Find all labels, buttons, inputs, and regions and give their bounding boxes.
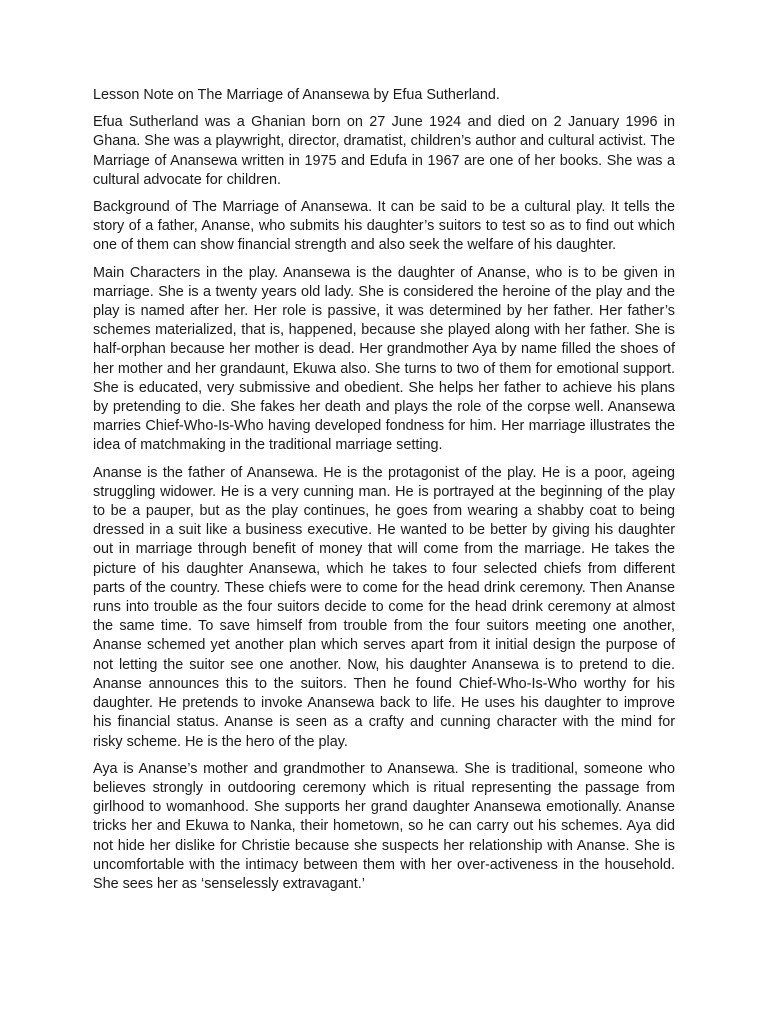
document-title: Lesson Note on The Marriage of Anansewa by Efua Sutherland. <box>93 87 500 103</box>
paragraph-anansewa: Main Characters in the play. Anansewa is the daughter of Ananse, who is to be given in marriage. She is a twenty years old lady. She is considered the heroine of the play and the play is named after her. Her role is passive, it was determined by her father. Her father’s schemes materialized, that is, happened, because she played along with her father. She is half-orphan because her mother is dead. Her grandmother Aya by name filled the shoes of her mother and her grandaunt, Ekuwa also. She turns to two of them for emotional support. She is educated, very submissive and obedient. She helps her father to achieve his plans by pretending to die. She fakes her death and plays the role of the corpse well. Anansewa marries Chief-Who-Is-Who having developed fondness for him. Her marriage illustrates the idea of matchmaking in the traditional marriage setting. <box>93 264 675 454</box>
paragraph-ananse: Ananse is the father of Anansewa. He is the protagonist of the play. He is a poor, ageing struggling widower. He is a very cunning man. He is portrayed at the beginning of the play to be a pauper, but as the play continues, he goes from wearing a shabby coat to being dressed in a suit like a business executive. He wanted to be better by giving his daughter out in marriage through benefit of money that will come from the marriage. He takes the picture of his daughter Anansewa, which he takes to four selected chiefs from different parts of the country. These chiefs were to come for the head drink ceremony. Then Ananse runs into trouble as the four suitors decide to come for the head drink ceremony at almost the same time. To save himself from trouble from the four suitors meeting one another, Ananse schemed yet another plan which serves apart from it initial design the purpose of not letting the suitor see one another. Now, his daughter Anansewa is to pretend to die. Ananse announces this to the suitors. Then he found Chief-Who-Is-Who worthy for his daughter. He pretends to invoke Anansewa back to life. He uses his daughter to improve his financial status. Ananse is seen as a crafty and cunning character with the mind for risky scheme. He is the hero of the play. <box>93 464 675 750</box>
paragraph-author-bio: Efua Sutherland was a Ghanian born on 27 June 1924 and died on 2 January 1996 in Ghana. She was a playwright, director, dramatist, children’s author and cultural activist. The Marriage of Anansewa written in 1975 and Edufa in 1967 are one of her books. She was a cultural advocate for children. <box>93 114 675 188</box>
paragraph-aya: Aya is Ananse’s mother and grandmother to Anansewa. She is traditional, someone who believes strongly in outdooring ceremony which is ritual representing the passage from girlhood to womanhood. She supports her grand daughter Anansewa emotionally. Ananse tricks her and Ekuwa to Nanka, their hometown, so he can carry out his schemes. Aya did not hide her dislike for Christie because she suspects her relationship with Ananse. She is uncomfortable with the intimacy between them with her over-activeness in the household. She sees her as ‘senselessly extravagant.’ <box>93 760 675 892</box>
document-page <box>93 86 675 902</box>
paragraph-background: Background of The Marriage of Anansewa. It can be said to be a cultural play. It tells the story of a father, Ananse, who submits his daughter’s suitors to test so as to find out which one of them can show financial strength and also seek the welfare of his daughter. <box>93 199 675 254</box>
